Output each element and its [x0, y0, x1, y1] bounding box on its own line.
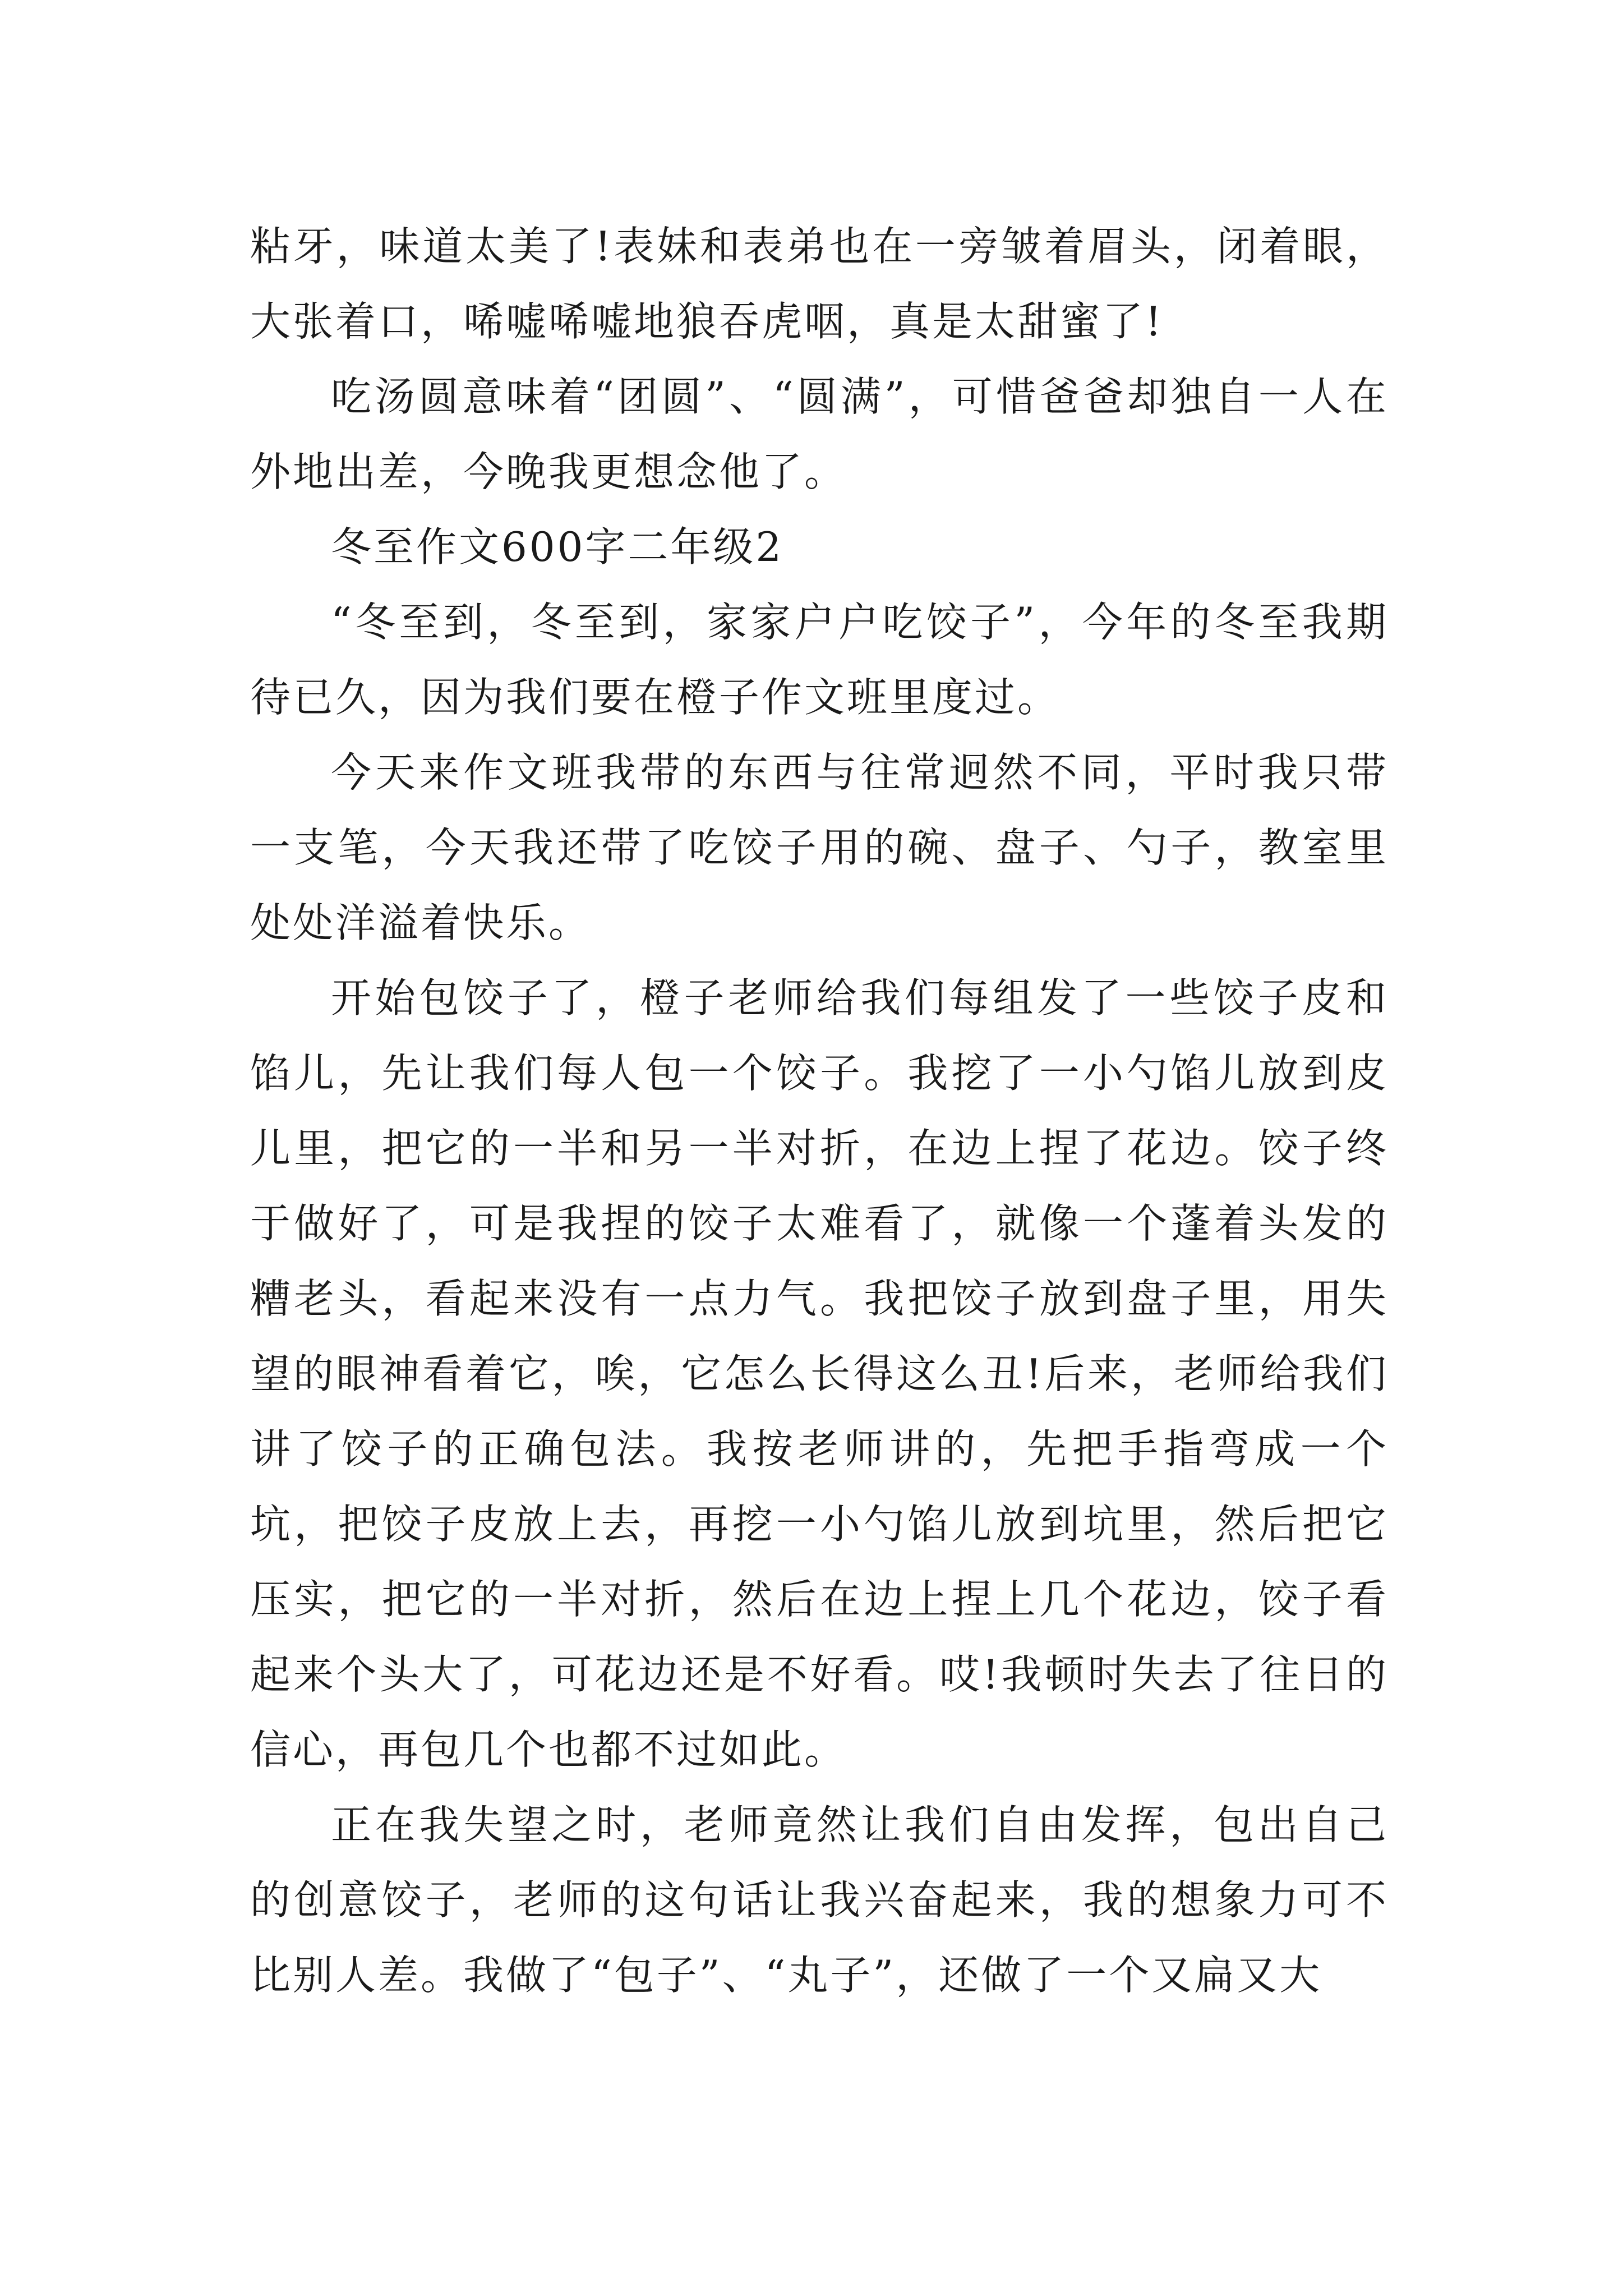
- paragraph-continued: 粘牙，味道太美了!表妹和表弟也在一旁皱着眉头，闭着眼，大张着口，唏嘘唏嘘地狼吞虎咽，真是太甜蜜了!: [250, 223, 1389, 345]
- paragraph: “冬至到，冬至到，家家户户吃饺子”，今年的冬至我期待已久，因为我们要在橙子作文班里度过。: [250, 599, 1389, 721]
- document-body: [250, 209, 1389, 2013]
- paragraph: 正在我失望之时，老师竟然让我们自由发挥，包出自己的创意饺子，老师的这句话让我兴奋起来，我的想象力可不比别人差。我做了“包子”、“丸子”，还做了一个又扁又大: [250, 1801, 1389, 1999]
- paragraph: 吃汤圆意味着“团圆”、“圆满”，可惜爸爸却独自一人在外地出差，今晚我更想念他了。: [250, 373, 1389, 495]
- paragraph: 今天来作文班我带的东西与往常迥然不同，平时我只带一支笔，今天我还带了吃饺子用的碗、盘子、勺子，教室里处处洋溢着快乐。: [250, 749, 1389, 946]
- section-heading: 冬至作文600字二年级2: [331, 523, 784, 570]
- paragraph: 开始包饺子了，橙子老师给我们每组发了一些饺子皮和馅儿，先让我们每人包一个饺子。我挖了一小勺馅儿放到皮儿里，把它的一半和另一半对折，在边上捏了花边。饺子终于做好了，可是我捏的饺子太难看了，就像一个蓬着头发的糟老头，看起来没有一点力气。我把饺子放到盘子里，用失望的眼神看着它，唉，它怎么长得这么丑!后来，老师给我们讲了饺子的正确包法。我按老师讲的，先把手指弯成一个坑，把饺子皮放上去，再挖一小勺馅儿放到坑里，然后把它压实，把它的一半对折，然后在边上捏上几个花边，饺子看起来个头大了，可花边还是不好看。哎!我顿时失去了往日的信心，再包几个也都不过如此。: [250, 974, 1389, 1773]
